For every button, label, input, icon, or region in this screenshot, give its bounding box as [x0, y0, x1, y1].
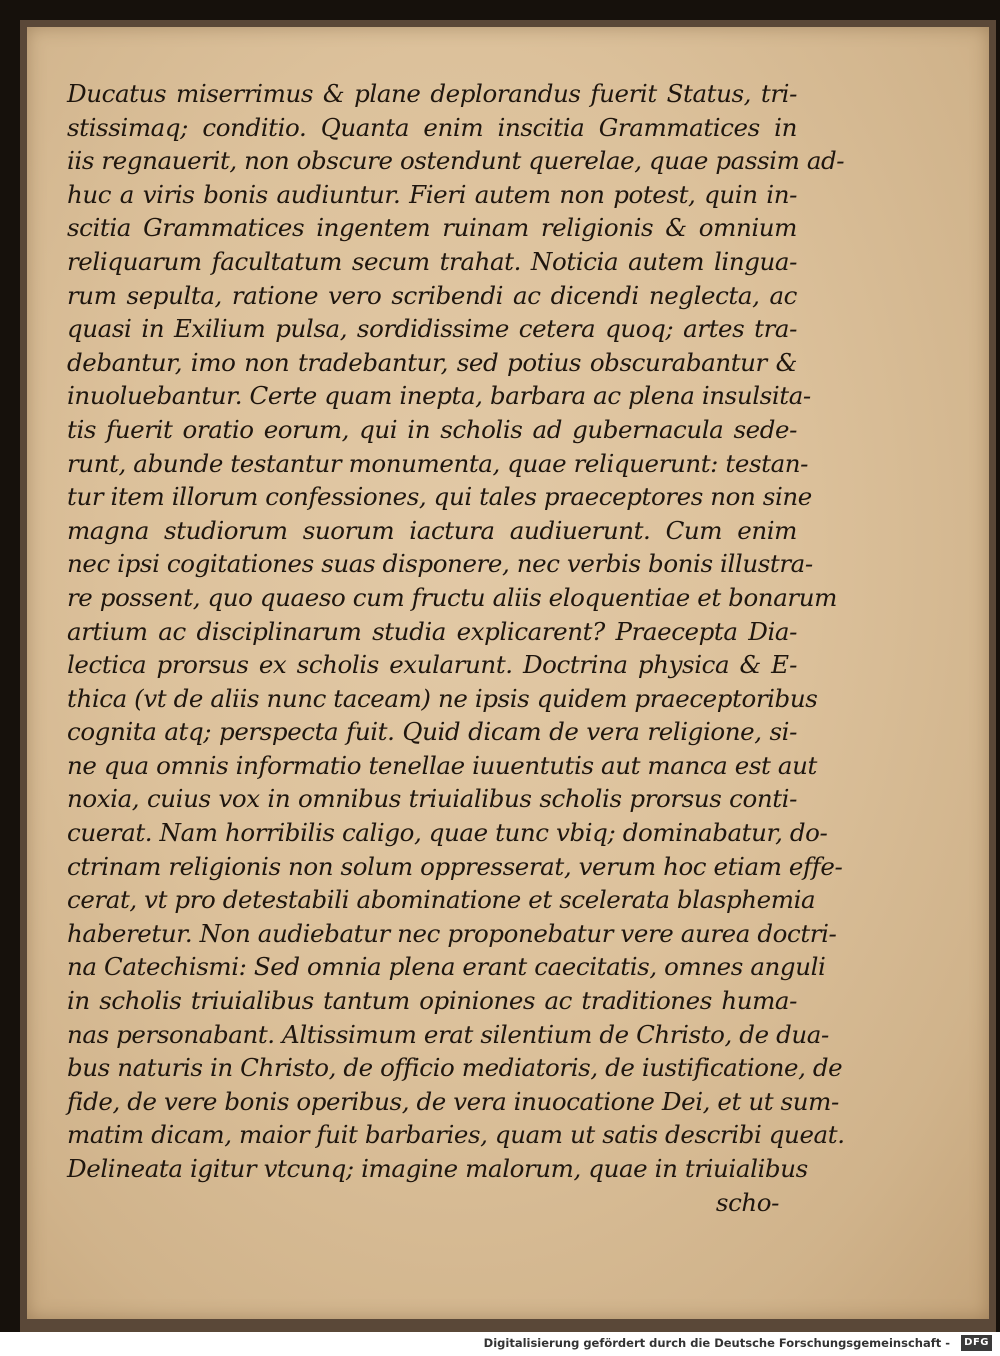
- text-line: haberetur. Non audiebatur nec proponebatur vere aurea doctri-: [67, 918, 837, 948]
- text-line: in scholis triuialibus tantum opiniones ac traditiones huma-: [67, 986, 797, 1016]
- text-line: na Catechismi: Sed omnia plena erant caecitatis, omnes anguli: [67, 952, 826, 982]
- dfg-logo: DFG: [961, 1335, 992, 1351]
- text-line: stissimaq; conditio. Quanta enim inscitia Grammatices in: [67, 112, 797, 142]
- text-line: Delineata igitur vtcunq; imagine malorum, quae in triuialibus: [67, 1154, 808, 1183]
- text-line: ctrinam religionis non solum oppresserat, verum hoc etiam effe-: [67, 851, 843, 881]
- text-line: iis regnauerit, non obscure ostendunt querelae, quae passim ad-: [67, 146, 845, 176]
- funding-credit: Digitalisierung gefördert durch die Deutsche Forschungsgemeinschaft -: [483, 1336, 950, 1350]
- text-line: noxia, cuius vox in omnibus triuialibus scholis prorsus conti-: [67, 784, 797, 814]
- text-line: tis fuerit oratio eorum, qui in scholis ad gubernacula sede-: [67, 414, 797, 444]
- book-page: [27, 27, 989, 1319]
- text-line: scitia Grammatices ingentem ruinam religionis & omnium: [67, 213, 797, 243]
- text-line: cuerat. Nam horribilis caligo, quae tunc vbiq; dominabatur, do-: [67, 818, 828, 848]
- text-line: nec ipsi cogitationes suas disponere, nec verbis bonis illustra-: [67, 549, 813, 579]
- text-line: lectica prorsus ex scholis exularunt. Doctrina physica & E-: [67, 650, 797, 680]
- text-line: re possent, quo quaeso cum fructu aliis eloquentiae et bonarum: [67, 582, 837, 612]
- text-line: tur item illorum confessiones, qui tales praeceptores non sine: [67, 482, 812, 512]
- text-line: huc a viris bonis audiuntur. Fieri autem non potest, quin in-: [67, 179, 797, 209]
- text-line: runt, abunde testantur monumenta, quae reliquerunt: testan-: [67, 448, 809, 478]
- text-line: debantur, imo non tradebantur, sed potius obscurabantur &: [67, 347, 797, 377]
- text-line: inuoluebantur. Certe quam inepta, barbara ac plena insulsita-: [67, 381, 811, 411]
- text-line: matim dicam, maior fuit barbaries, quam ut satis describi queat.: [67, 1120, 845, 1150]
- text-line: nas personabant. Altissimum erat silentium de Christo, de dua-: [67, 1019, 829, 1049]
- text-line: magna studiorum suorum iactura audiuerunt. Cum enim: [67, 515, 797, 545]
- text-line: bus naturis in Christo, de officio mediatoris, de iustificatione, de: [67, 1053, 843, 1083]
- catchword: scho-: [715, 1187, 779, 1217]
- text-line: cerat, vt pro detestabili abominatione et scelerata blasphemia: [67, 885, 816, 915]
- text-line: rum sepulta, ratione vero scribendi ac dicendi neglecta, ac: [67, 280, 797, 310]
- text-line: artium ac disciplinarum studia explicarent? Praecepta Dia-: [67, 616, 797, 646]
- text-line: cognita atq; perspecta fuit. Quid dicam de vera religione, si-: [67, 717, 797, 747]
- text-line: Ducatus miserrimus & plane deplorandus fuerit Status, tri-: [67, 79, 797, 108]
- page-text: [67, 77, 845, 1219]
- footer-bar: [0, 1332, 1000, 1356]
- text-line: quasi in Exilium pulsa, sordidissime cetera quoq; artes tra-: [67, 314, 797, 344]
- text-line: reliquarum facultatum secum trahat. Noticia autem lingua-: [67, 246, 797, 276]
- text-line: thica (vt de aliis nunc taceam) ne ipsis quidem praeceptoribus: [67, 683, 818, 713]
- text-line: fide, de vere bonis operibus, de vera inuocatione Dei, et ut sum-: [67, 1086, 839, 1116]
- text-line: ne qua omnis informatio tenellae iuuentutis aut manca est aut: [67, 750, 817, 780]
